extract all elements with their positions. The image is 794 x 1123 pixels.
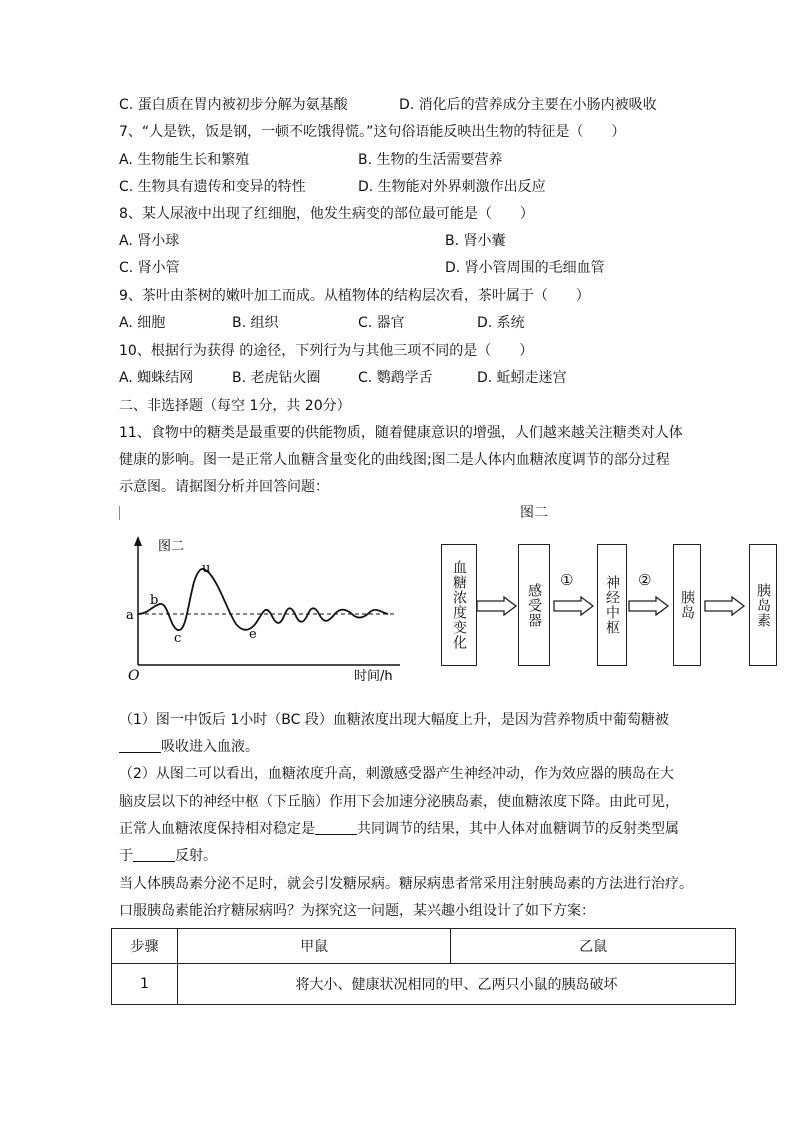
graph-title: 图二	[158, 539, 185, 554]
answer-blank-1[interactable]	[119, 738, 161, 753]
arrow-4	[704, 596, 746, 616]
label-b: b	[150, 593, 159, 608]
q11-sub2-line3-part-b: 共同调节的结果，其中人体对血糖调节的反射类型属	[357, 821, 679, 837]
q7-option-d: D. 生物能对外界刺激作出反应	[358, 179, 546, 195]
section-heading: 二、非选择题（每空 1分，共 20分）	[119, 398, 351, 414]
q8-option-d: D. 肾小管周围的毛细血管	[445, 260, 605, 276]
q7-stem: 7、“人是铁，饭是钢，一顿不吃饿得慌。”这句俗语能反映出生物的特征是（ ）	[119, 124, 626, 140]
q7-option-c: C. 生物具有遗传和变异的特性	[119, 179, 306, 195]
q6-option-d: D. 消化后的营养成分主要在小肠内被吸收	[399, 97, 657, 113]
answer-blank-2[interactable]	[315, 820, 357, 835]
arrow-3	[628, 596, 670, 616]
q10-option-d: D. 蚯蚓走迷宫	[477, 370, 567, 386]
q9-option-d: D. 系统	[477, 315, 525, 331]
q8-stem: 8、某人尿液中出现了红细胞，他发生病变的部位最可能是（ ）	[119, 206, 534, 222]
q11-sub1-line1: （1）图一中饭后 1小时（BC 段）血糖浓度出现大幅度上升，是因为营养物质中葡萄糖被	[119, 712, 669, 728]
label-e: e	[249, 627, 257, 642]
box-insulin-label: 胰岛素	[755, 582, 771, 628]
label-origin: O	[128, 668, 140, 684]
table-row	[112, 964, 736, 1005]
blood-sugar-curve	[138, 569, 388, 630]
box-receptor	[518, 544, 550, 666]
q11-sub2-line4-part-b: 反射。	[175, 848, 217, 864]
q7-option-a: A. 生物能生长和繁殖	[119, 152, 250, 168]
q10-option-a: A. 蜘蛛结网	[119, 370, 194, 386]
q11-sub1-line2	[119, 737, 259, 757]
q9-option-b: B. 组织	[232, 315, 279, 331]
box-blood-sugar-change-label: 血糖浓度变化	[451, 560, 467, 650]
blood-sugar-curve-figure	[118, 530, 408, 690]
q11-intro-line2: 健康的影响。图一是正常人血糖含量变化的曲线图;图二是人体内血糖浓度调节的部分过程	[119, 452, 670, 468]
step-marker-1: ①	[560, 571, 574, 589]
q11-sub2-line4-part-a: 于	[119, 848, 133, 864]
q10-option-b: B. 老虎钻火圈	[232, 370, 321, 386]
q8-option-a: A. 肾小球	[119, 233, 180, 249]
q11-sub1-line2-text: 吸收进入血液。	[161, 739, 259, 755]
box-receptor-label: 感受器	[526, 582, 542, 628]
y-axis-arrow	[134, 536, 142, 546]
q11-para2-line1: 当人体胰岛素分泌不足时，就会引发糖尿病。糖尿病患者常采用注射胰岛素的方法进行治疗。	[119, 876, 693, 892]
q9-option-c: C. 器官	[358, 315, 405, 331]
q11-sub2-line3	[119, 819, 679, 839]
step-marker-2: ②	[638, 571, 652, 589]
table-row1-text: 将大小、健康状况相同的甲、乙两只小鼠的胰岛破坏	[177, 964, 735, 1005]
box-nerve-center	[597, 544, 627, 666]
table-header-mouse-b: 乙鼠	[451, 929, 736, 964]
x-axis-label: 时间/h	[354, 669, 393, 684]
q11-sub2-line2: 脑皮层以下的神经中枢（下丘脑）作用下会加速分泌胰岛素，使血糖浓度下降。由此可见，	[119, 794, 679, 810]
arrow-2	[553, 596, 595, 616]
table-header-row	[112, 929, 736, 964]
label-c: c	[174, 631, 182, 646]
table-row1-step: 1	[112, 964, 178, 1005]
box-pancreatic-islet-label: 胰岛	[679, 590, 695, 620]
q8-option-b: B. 肾小囊	[445, 233, 506, 249]
q10-stem: 10、根据行为获得 的途径，下列行为与其他三项不同的是（ ）	[119, 343, 534, 359]
q7-option-b: B. 生物的生活需要营养	[358, 152, 503, 168]
q8-option-c: C. 肾小管	[119, 260, 180, 276]
table-header-mouse-a: 甲鼠	[177, 929, 451, 964]
q11-sub2-line3-part-a: 正常人血糖浓度保持相对稳定是	[119, 821, 315, 837]
box-pancreatic-islet	[673, 544, 701, 666]
q9-option-a: A. 细胞	[119, 315, 166, 331]
experiment-table	[111, 928, 736, 1005]
label-u: u	[202, 561, 211, 576]
box-insulin	[749, 544, 777, 666]
q11-intro-line1: 11、食物中的糖类是最重要的供能物质，随着健康意识的增强，人们越来越关注糖类对人体	[119, 425, 683, 441]
q11-intro-line3: 示意图。请据图分析并回答问题：	[119, 479, 329, 495]
box-blood-sugar-change	[441, 544, 477, 666]
q6-option-c: C. 蛋白质在胃内被初步分解为氨基酸	[119, 97, 348, 113]
q11-para2-line2: 口服胰岛素能治疗糖尿病吗？为探究这一问题，某兴趣小组设计了如下方案：	[119, 903, 595, 919]
text-cursor-mark	[119, 506, 120, 520]
table-header-step: 步骤	[112, 929, 178, 964]
q11-sub2-line1: （2）从图二可以看出，血糖浓度升高，刺激感受器产生神经冲动，作为效应器的胰岛在大	[119, 766, 674, 782]
q10-option-c: C. 鹦鹉学舌	[358, 370, 433, 386]
box-nerve-center-label: 神经中枢	[604, 575, 620, 635]
arrow-1	[476, 596, 518, 616]
answer-blank-3[interactable]	[133, 847, 175, 862]
label-a: a	[126, 608, 134, 623]
q9-stem: 9、茶叶由茶树的嫩叶加工而成。从植物体的结构层次看，茶叶属于（ ）	[119, 288, 590, 304]
flowchart-title: 图二	[520, 505, 548, 521]
q11-sub2-line4	[119, 846, 217, 866]
